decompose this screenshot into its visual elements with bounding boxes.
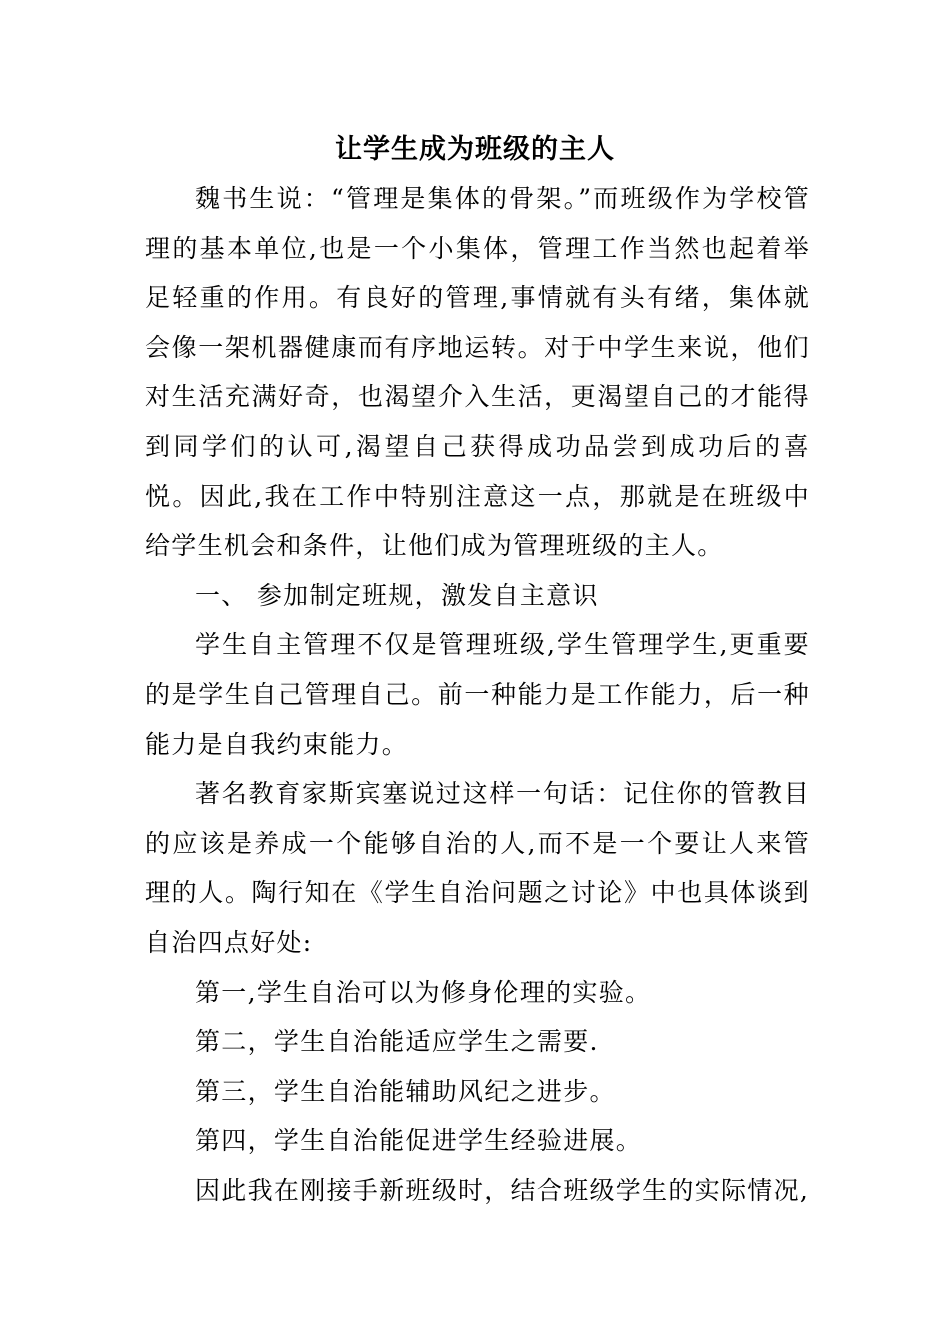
list-item-benefit-1: 第一,学生自治可以为修身伦理的实验。: [195, 977, 652, 1007]
paragraph-self-management: 学生自主管理不仅是管理班级,学生管理学生,更重要的是学生自己管理自己。前一种能力是工作能力，后一种能力是自我约束能力。: [145, 630, 810, 759]
list-item-benefit-2: 第二，学生自治能适应学生之需要.: [195, 1027, 599, 1057]
document-body: [145, 174, 810, 1215]
paragraph-intro: 魏书生说：“管理是集体的骨架。”而班级作为学校管理的基本单位,也是一个小集体，管理工作当然也起着举足轻重的作用。有良好的管理,事情就有头有绪，集体就会像一架机器健康而有序地运转。对于中学生来说，他们对生活充满好奇，也渴望介入生活，更渴望自己的才能得到同学们的认可,渴望自己获得成功品尝到成功后的喜悦。因此,我在工作中特别注意这一点，那就是在班级中给学生机会和条件，让他们成为管理班级的主人。: [145, 184, 810, 561]
list-item-benefit-3: 第三，学生自治能辅助风纪之进步。: [195, 1076, 616, 1106]
section-heading-1: 一、 参加制定班规，激发自主意识: [195, 580, 599, 610]
paragraph-spencer-quote: 著名教育家斯宾塞说过这样一句话：记住你的管教目的应该是养成一个能够自治的人,而不是一个要让人来管理的人。陶行知在《学生自治问题之讨论》中也具体谈到自治四点好处:: [145, 779, 810, 957]
document-title: 让学生成为班级的主人: [335, 134, 615, 165]
paragraph-conclusion: 因此我在刚接手新班级时，结合班级学生的实际情况,: [195, 1175, 810, 1205]
list-item-benefit-4: 第四，学生自治能促进学生经验进展。: [195, 1126, 643, 1156]
